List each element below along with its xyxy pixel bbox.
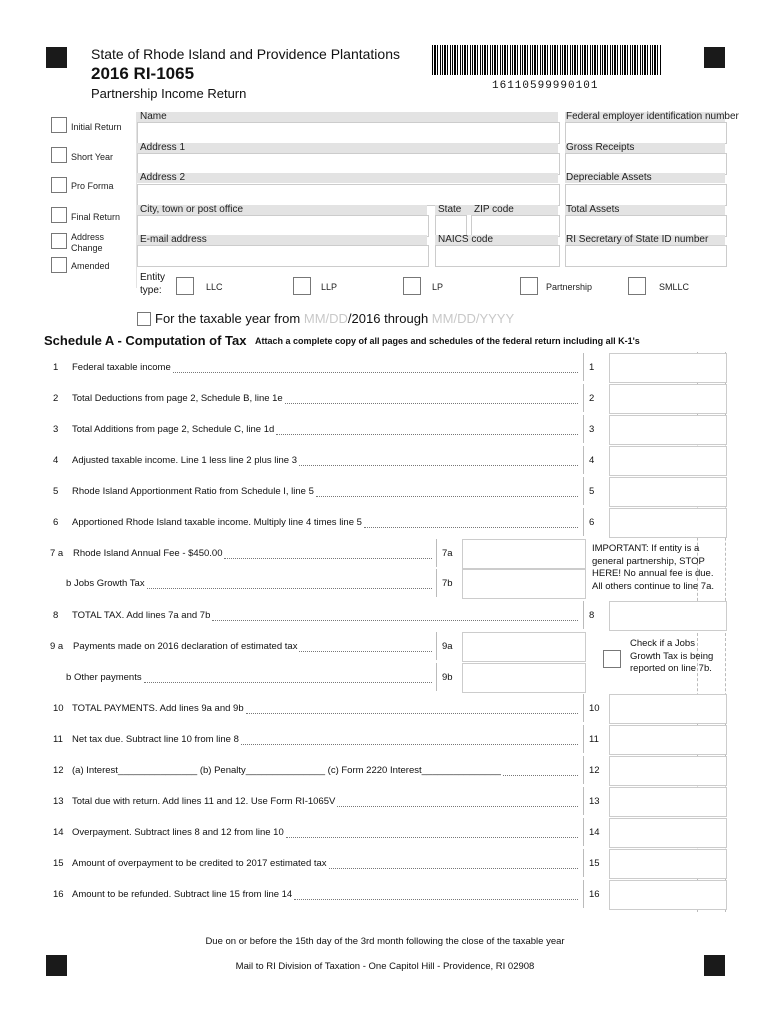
through-label: through: [384, 311, 429, 326]
line-number: 6: [53, 517, 59, 528]
registration-mark: [46, 47, 67, 68]
address-change-label: Address Change: [71, 232, 105, 253]
box-divider: [583, 477, 584, 505]
amended-checkbox[interactable]: [51, 257, 67, 273]
short-year-label: Short Year: [71, 152, 114, 162]
leader-dots: [294, 898, 578, 900]
entity-llp-label: LLP: [321, 282, 338, 292]
line-box-number: 2: [589, 393, 595, 404]
box-divider: [583, 725, 584, 753]
schedule-a-title: Schedule A - Computation of Tax: [44, 333, 247, 348]
line-box-number: 8: [589, 610, 595, 621]
line-description: TOTAL PAYMENTS. Add lines 9a and 9b: [72, 703, 244, 714]
to-date-field[interactable]: MM/DD/YYYY: [431, 311, 515, 326]
jobs-growth-note: Check if a Jobs Growth Tax is being reported on line 7b.: [630, 638, 714, 674]
leader-dots: [316, 495, 578, 497]
line-number: 1: [53, 362, 59, 373]
box-divider: [583, 880, 584, 908]
line-description: Payments made on 2016 declaration of estimated tax: [73, 641, 298, 652]
leader-dots: [329, 867, 578, 869]
box-divider: [583, 446, 584, 474]
box-divider: [583, 849, 584, 877]
line-number: 13: [53, 796, 64, 807]
registration-mark: [704, 47, 725, 68]
amount-field-8[interactable]: [609, 601, 727, 631]
line-number: 10: [53, 703, 64, 714]
line-number: 14: [53, 827, 64, 838]
amount-field-12[interactable]: [609, 756, 727, 786]
amount-field-13[interactable]: [609, 787, 727, 817]
taxable-year-year: /2016: [347, 311, 381, 326]
line-description: Total Deductions from page 2, Schedule B, line 1e: [72, 393, 283, 404]
line-number: 9 a: [50, 641, 64, 652]
box-divider: [583, 787, 584, 815]
line-description: Amount to be refunded. Subtract line 15 from line 14: [72, 889, 293, 900]
entity-smllc-label: SMLLC: [659, 282, 690, 292]
leader-dots: [337, 805, 578, 807]
amount-field-4[interactable]: [609, 446, 727, 476]
entity-lp-label: LP: [432, 282, 444, 292]
line-number: 2: [53, 393, 59, 404]
name-field[interactable]: [137, 122, 560, 144]
form-subtitle: Partnership Income Return: [91, 86, 247, 101]
amount-field-11[interactable]: [609, 725, 727, 755]
line-description: Rhode Island Annual Fee - $450.00: [73, 548, 223, 559]
line-number: 4: [53, 455, 59, 466]
line-number: 8: [53, 610, 59, 621]
form-title: 2016 RI-1065: [91, 64, 195, 83]
line-box-number: 9a: [442, 641, 453, 652]
amount-field-2[interactable]: [609, 384, 727, 414]
address-change-checkbox[interactable]: [51, 233, 67, 249]
line-description: Jobs Growth Tax: [74, 578, 145, 589]
line-number: 11: [53, 734, 63, 745]
leader-dots: [212, 619, 578, 621]
line-box-number: 4: [589, 455, 595, 466]
pro-forma-label: Pro Forma: [71, 181, 114, 191]
amount-field-7b[interactable]: [462, 569, 586, 599]
line-box-number: 11: [589, 734, 599, 745]
taxable-year-checkbox[interactable]: [137, 312, 151, 326]
leader-dots: [299, 650, 432, 652]
entity-type-label: Entity: [140, 272, 166, 283]
entity-lp-checkbox[interactable]: [403, 277, 421, 295]
amount-field-5[interactable]: [609, 477, 727, 507]
mailing-address: Mail to RI Division of Taxation - One Capitol Hill - Providence, RI 02908: [235, 961, 535, 972]
ri-sos-id-label: RI Secretary of State ID number: [566, 234, 709, 245]
line-box-number: 10: [589, 703, 600, 714]
barcode: [432, 45, 662, 75]
box-divider: [583, 756, 584, 784]
state-name: State of Rhode Island and Providence Plantations: [91, 46, 400, 62]
naics-field[interactable]: [435, 245, 560, 267]
leader-dots: [144, 681, 432, 683]
address2-field[interactable]: [137, 184, 560, 206]
entity-partnership-label: Partnership: [546, 282, 593, 292]
jobs-growth-checkbox[interactable]: [603, 650, 621, 668]
entity-type-label-2: type:: [140, 285, 162, 296]
line-description: TOTAL TAX. Add lines 7a and 7b: [72, 610, 211, 621]
entity-smllc-checkbox[interactable]: [628, 277, 646, 295]
email-label: E-mail address: [140, 234, 207, 245]
initial-return-label: Initial Return: [71, 122, 122, 132]
box-divider: [583, 508, 584, 536]
amount-field-3[interactable]: [609, 415, 727, 445]
entity-partnership-checkbox[interactable]: [520, 277, 538, 295]
line-description: Overpayment. Subtract lines 8 and 12 from line 10: [72, 827, 284, 838]
entity-llp-checkbox[interactable]: [293, 277, 311, 295]
amount-field-16[interactable]: [609, 880, 727, 910]
fein-field[interactable]: [565, 122, 727, 144]
leader-dots: [224, 557, 432, 559]
short-year-checkbox[interactable]: [51, 147, 67, 163]
taxable-year-prefix: For the taxable year from: [155, 311, 301, 326]
total-assets-label: Total Assets: [566, 204, 620, 215]
pro-forma-checkbox[interactable]: [51, 177, 67, 193]
line-box-number: 5: [589, 486, 595, 497]
line-box-number: 6: [589, 517, 595, 528]
gross-receipts-label: Gross Receipts: [566, 142, 635, 153]
line-description: Federal taxable income: [72, 362, 171, 373]
box-divider: [583, 601, 584, 629]
box-divider: [436, 663, 437, 691]
schedule-a-note: Attach a complete copy of all pages and schedules of the federal return including all K-1's: [255, 336, 640, 346]
line-description: Total Additions from page 2, Schedule C, line 1d: [72, 424, 275, 435]
email-field[interactable]: [137, 245, 429, 267]
line-number: 5: [53, 486, 59, 497]
box-divider: [583, 415, 584, 443]
line-box-number: 12: [589, 765, 600, 776]
address1-field[interactable]: [137, 153, 560, 175]
naics-label: NAICS code: [438, 234, 494, 245]
final-return-checkbox[interactable]: [51, 207, 67, 223]
line-box-number: 13: [589, 796, 600, 807]
entity-llc-checkbox[interactable]: [176, 277, 194, 295]
leader-dots: [246, 712, 578, 714]
amount-field-7a[interactable]: [462, 539, 586, 569]
leader-dots: [503, 774, 578, 776]
line-number: 7 a: [50, 548, 64, 559]
from-date-field[interactable]: MM/DD: [303, 311, 348, 326]
box-divider: [436, 539, 437, 567]
amended-label: Amended: [71, 261, 110, 271]
amount-field-10[interactable]: [609, 694, 727, 724]
barcode-number: 16110599990101: [492, 80, 599, 92]
line-number: 3: [53, 424, 59, 435]
leader-dots: [285, 402, 578, 404]
final-return-label: Final Return: [71, 212, 121, 222]
leader-dots: [147, 587, 432, 589]
entity-llc-label: LLC: [206, 282, 223, 292]
zip-label: ZIP code: [474, 204, 514, 215]
line-description: (a) Interest_______________ (b) Penalty_______________ (c) Form 2220 Interest_______________: [72, 765, 501, 776]
line-box-number: 7b: [442, 578, 453, 589]
leader-dots: [364, 526, 578, 528]
box-divider: [583, 818, 584, 846]
fein-label: Federal employer identification number: [566, 111, 739, 122]
line-description: Other payments: [74, 672, 142, 683]
line-box-number: 15: [589, 858, 600, 869]
leader-dots: [299, 464, 578, 466]
amount-field-9b[interactable]: [462, 663, 586, 693]
leader-dots: [173, 371, 578, 373]
line-box-number: 14: [589, 827, 600, 838]
address2-label: Address 2: [140, 172, 186, 183]
box-divider: [436, 632, 437, 660]
line-box-number: 3: [589, 424, 595, 435]
box-divider: [583, 694, 584, 722]
leader-dots: [276, 433, 578, 435]
line-number: 12: [53, 765, 64, 776]
line-description: Adjusted taxable income. Line 1 less line 2 plus line 3: [72, 455, 297, 466]
amount-field-15[interactable]: [609, 849, 727, 879]
ri-sos-id-field[interactable]: [565, 245, 727, 267]
field-bar: [137, 173, 558, 183]
city-label: City, town or post office: [140, 204, 244, 215]
amount-field-9a[interactable]: [462, 632, 586, 662]
state-label: State: [438, 204, 462, 215]
line-number: b: [66, 578, 72, 589]
box-divider: [436, 569, 437, 597]
return-type-panel: [47, 112, 137, 288]
line-box-number: 9b: [442, 672, 453, 683]
line-number: 16: [53, 889, 64, 900]
line-description: Apportioned Rhode Island taxable income. Multiply line 4 times line 5: [72, 517, 362, 528]
line-number: b: [66, 672, 72, 683]
line-description: Amount of overpayment to be credited to 2017 estimated tax: [72, 858, 327, 869]
field-bar: [137, 112, 558, 122]
initial-return-checkbox[interactable]: [51, 117, 67, 133]
field-bar: [137, 143, 558, 153]
box-divider: [583, 384, 584, 412]
box-divider: [583, 353, 584, 381]
depreciable-assets-label: Depreciable Assets: [566, 172, 652, 183]
due-date-note: Due on or before the 15th day of the 3rd month following the close of the taxable year: [205, 936, 565, 947]
line-box-number: 16: [589, 889, 600, 900]
address1-label: Address 1: [140, 142, 186, 153]
name-label: Name: [140, 111, 167, 122]
amount-field-14[interactable]: [609, 818, 727, 848]
line-box-number: 7a: [442, 548, 453, 559]
line-description: Total due with return. Add lines 11 and 12. Use Form RI-1065V: [72, 796, 336, 807]
line-number: 15: [53, 858, 64, 869]
amount-field-1[interactable]: [609, 353, 727, 383]
leader-dots: [241, 743, 578, 745]
leader-dots: [286, 836, 578, 838]
amount-field-6[interactable]: [609, 508, 727, 538]
taxable-year-line: [155, 311, 514, 326]
line-box-number: 1: [589, 362, 595, 373]
line-description: Net tax due. Subtract line 10 from line 8: [72, 734, 239, 745]
depreciable-assets-field[interactable]: [565, 184, 727, 206]
line-description: Rhode Island Apportionment Ratio from Schedule I, line 5: [72, 486, 314, 497]
important-note: IMPORTANT: If entity is a general partnership, STOP HERE! No annual fee is due. All others continue to line 7a.: [592, 543, 714, 592]
